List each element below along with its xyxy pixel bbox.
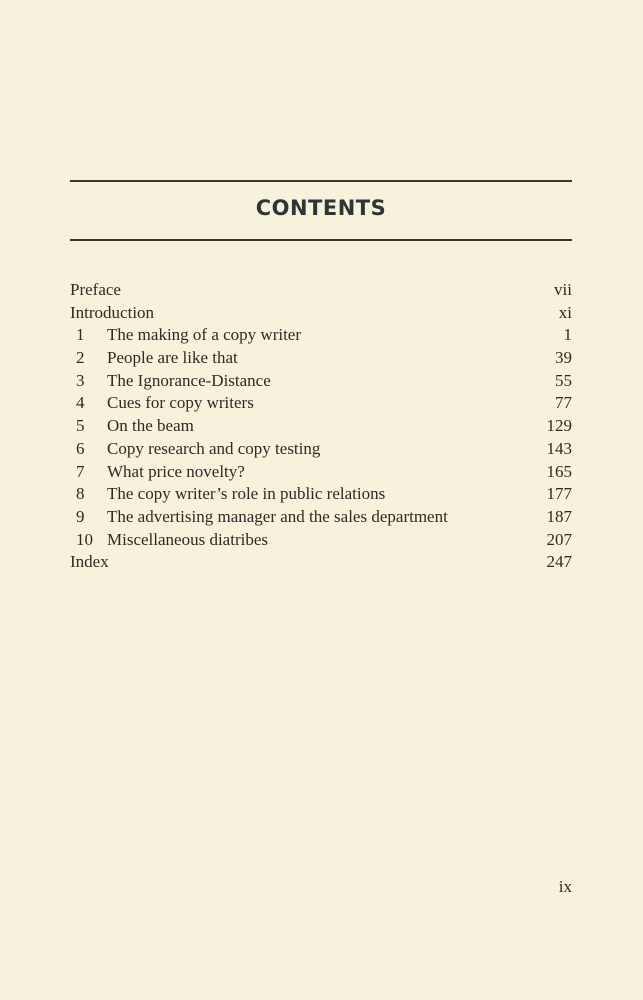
toc-entry-chapter[interactable] (70, 483, 572, 506)
chapter-number: 4 (76, 393, 85, 413)
toc-entry-page: vii (554, 280, 572, 299)
bottom-rule (70, 239, 572, 241)
page-title: CONTENTS (255, 196, 387, 220)
toc-entry-chapter[interactable] (70, 347, 572, 370)
toc-entry-chapter[interactable] (70, 415, 572, 438)
toc-entry-title: People are like that (107, 348, 238, 368)
toc-entry-title: On the beam (107, 416, 194, 436)
toc-entry-page: 143 (546, 438, 572, 458)
page-number: ix (558, 877, 572, 896)
toc-entry-page: 207 (546, 529, 572, 549)
toc-entry-title: The advertising manager and the sales department (107, 506, 448, 526)
table-of-contents (70, 279, 572, 574)
chapter-number: 8 (76, 484, 85, 504)
toc-entry-title: Miscellaneous diatribes (107, 529, 268, 549)
toc-entry-page: 55 (555, 370, 572, 390)
toc-entry-title: The making of a copy writer (107, 325, 302, 345)
chapter-number: 10 (76, 529, 93, 549)
toc-entry-chapter[interactable] (70, 324, 572, 347)
toc-entry-chapter[interactable] (70, 392, 572, 415)
toc-entry-page: 77 (555, 393, 572, 413)
chapter-number: 7 (76, 461, 85, 481)
chapter-number: 3 (76, 370, 85, 390)
toc-entry-chapter[interactable] (70, 438, 572, 461)
toc-entry-chapter[interactable] (70, 506, 572, 529)
toc-entry-preface[interactable] (70, 279, 572, 302)
toc-entry-introduction[interactable] (70, 302, 572, 325)
chapter-number: 5 (76, 416, 85, 436)
toc-entry-title: The Ignorance-Distance (107, 370, 271, 390)
toc-entry-page: xi (558, 302, 572, 322)
toc-entry-page: 39 (555, 348, 572, 368)
chapter-number: 1 (76, 325, 85, 345)
toc-entry-title: Preface (70, 280, 121, 299)
toc-entry-index[interactable] (70, 551, 572, 574)
toc-entry-title: What price novelty? (107, 461, 245, 481)
toc-entry-page: 247 (546, 552, 572, 572)
toc-entry-page: 1 (563, 325, 572, 345)
toc-entry-title: The copy writer’s role in public relations (107, 484, 386, 504)
toc-entry-page: 165 (546, 461, 572, 481)
chapter-number: 6 (76, 438, 85, 458)
chapter-number: 9 (76, 506, 85, 526)
toc-entry-page: 187 (546, 506, 572, 526)
toc-entry-page: 177 (546, 484, 572, 504)
toc-entry-title: Index (70, 552, 109, 572)
toc-entry-title: Copy research and copy testing (107, 438, 321, 458)
toc-entry-chapter[interactable] (70, 529, 572, 552)
toc-entry-title: Cues for copy writers (107, 393, 254, 413)
toc-entry-chapter[interactable] (70, 370, 572, 393)
chapter-number: 2 (76, 348, 85, 368)
toc-entry-page: 129 (546, 416, 572, 436)
toc-entry-chapter[interactable] (70, 461, 572, 484)
top-rule (70, 180, 572, 182)
toc-entry-title: Introduction (70, 302, 155, 322)
